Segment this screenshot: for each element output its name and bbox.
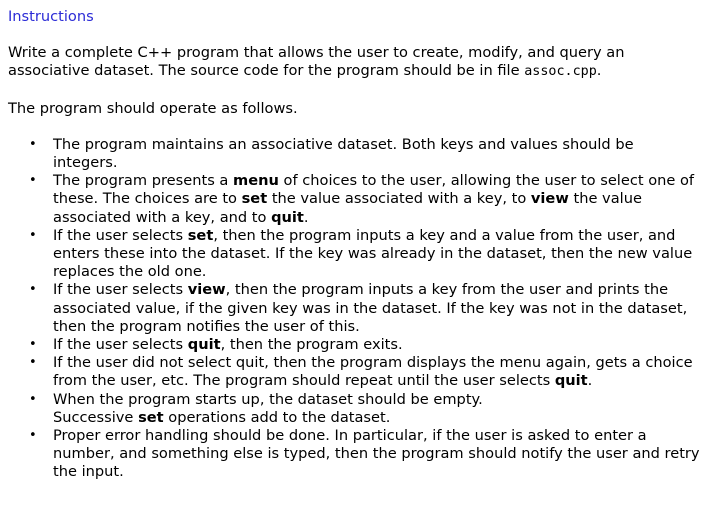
- view-term: view: [187, 281, 226, 299]
- bullet-icon: •: [29, 282, 37, 298]
- intro-end: .: [596, 62, 602, 80]
- list-item: • If the user selects quit, then the program exits.: [29, 336, 403, 354]
- list-item: • If the user selects set, then the program inputs a key and a value from the user, and enters these into the dataset. If the key was already in the dataset, then the new value replaces the old one.: [29, 226, 693, 281]
- bullet-icon: •: [29, 355, 37, 371]
- view-term: view: [530, 190, 569, 208]
- bullet-icon: •: [29, 136, 37, 152]
- menu-term: menu: [233, 172, 279, 190]
- operate-paragraph: The program should operate as follows.: [8, 99, 298, 117]
- intro-paragraph: [8, 44, 700, 81]
- list-item: • The program maintains an associative dataset. Both keys and values should be integers.: [29, 135, 634, 172]
- list-item: • If the user did not select quit, then the program displays the menu again, gets a choice from the user, etc. The program should repeat until the user selects quit.: [29, 354, 693, 390]
- list-item: • If the user selects view, then the program inputs a key from the user and prints the associated value, if the given key was in the dataset. If the key was not in the dataset, then the program notifies the user of this.: [29, 281, 688, 335]
- intro-text: Write a complete C++ program that allows the user to create, modify, and query an associative dataset. The source code for the program should be in file: [8, 44, 625, 80]
- set-term: set: [138, 408, 164, 426]
- instructions-page: [8, 8, 700, 482]
- list-item: • When the program starts up, the dataset should be empty. Successive set operations add to the dataset.: [29, 390, 483, 426]
- requirements-list: [8, 136, 700, 482]
- set-term: set: [187, 226, 214, 244]
- quit-term: quit: [554, 372, 588, 390]
- page-heading: Instructions: [8, 8, 94, 25]
- set-term: set: [241, 190, 268, 208]
- bullet-icon: •: [29, 337, 37, 353]
- quit-term: quit: [271, 208, 304, 226]
- bullet-icon: •: [29, 428, 37, 444]
- list-item: • Proper error handling should be done. In particular, if the user is asked to enter a number, and something else is typed, then the program should notify the user and retry the input.: [29, 427, 700, 481]
- list-item: • The program presents a menu of choices to the user, allowing the user to select one of these. The choices are to set the value associated with a key, to view the value associated with a key, and to quit.: [29, 172, 695, 226]
- bullet-icon: •: [29, 227, 37, 243]
- bullet-icon: •: [29, 391, 37, 407]
- quit-term: quit: [187, 336, 221, 354]
- bullet-icon: •: [29, 173, 37, 189]
- filename-code: assoc.cpp: [524, 64, 597, 80]
